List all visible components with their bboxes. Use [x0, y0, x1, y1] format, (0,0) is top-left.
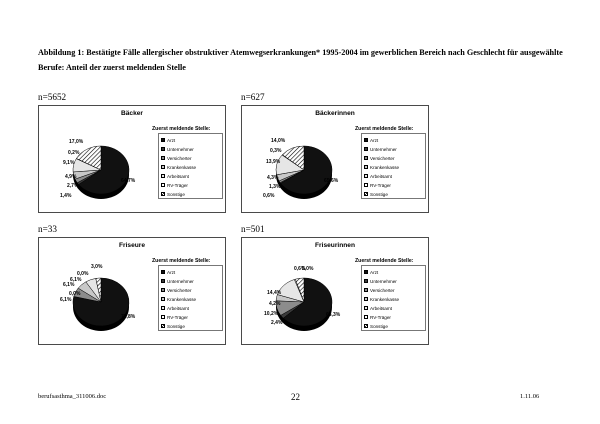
caption-line-1: Abbildung 1: Bestätigte Fälle allergischer obstruktiver Atemwegserkrankungen* 1995-2004 im gewerblichen Bereich nach Geschlecht für ausgewählte	[38, 48, 563, 57]
legend-label: Sonstige	[167, 323, 185, 329]
legend-swatch	[364, 165, 368, 169]
legend-item	[161, 172, 189, 180]
pie-chart-panel	[38, 237, 226, 345]
legend-label: Versicherter	[370, 287, 395, 293]
slice-value-label: 0,3%	[270, 148, 282, 154]
legend-label: Unternehmer	[167, 278, 194, 284]
legend-item	[364, 172, 392, 180]
legend-item	[161, 277, 194, 285]
legend-swatch	[364, 147, 368, 151]
legend-item	[364, 136, 378, 144]
legend-item	[364, 181, 391, 189]
legend-item	[161, 268, 175, 276]
slice-value-label: 2,7%	[67, 183, 79, 189]
caption-line-2: Berufe: Anteil der zuerst meldenden Stelle	[38, 63, 186, 72]
legend-swatch	[161, 279, 165, 283]
legend-item	[364, 286, 395, 294]
slice-value-label: 0,0%	[77, 271, 89, 277]
legend-label: Versicherter	[167, 155, 192, 161]
legend-label: RV-Träger	[370, 182, 391, 188]
sample-size-label: n=33	[38, 224, 57, 234]
legend-item	[364, 304, 392, 312]
legend-item	[364, 322, 388, 330]
legend-label: Arbeitsamt	[167, 305, 189, 311]
legend-swatch	[364, 174, 368, 178]
slice-value-label: 64,7%	[121, 178, 136, 184]
legend-item	[161, 304, 189, 312]
legend-swatch	[161, 315, 165, 319]
legend-item	[364, 163, 399, 171]
slice-value-label: 10,2%	[264, 311, 279, 317]
legend-label: Krankenkasse	[167, 164, 197, 170]
slice-value-label: 3,0%	[91, 264, 103, 270]
legend-label: Unternehmer	[370, 278, 397, 284]
legend-item	[161, 145, 194, 153]
legend-label: Arbeitsamt	[167, 173, 189, 179]
legend-swatch	[161, 183, 165, 187]
legend-item	[161, 181, 188, 189]
legend-item	[161, 136, 175, 144]
legend-label: Sonstige	[370, 323, 388, 329]
legend-swatch	[364, 183, 368, 187]
legend-label: Arbeitsamt	[370, 305, 392, 311]
legend-swatch	[364, 324, 368, 328]
footer-page-number: 22	[291, 392, 300, 402]
slice-value-label: 6,1%	[70, 277, 82, 283]
legend-swatch	[364, 192, 368, 196]
legend-label: Sonstige	[370, 191, 388, 197]
legend-label: RV-Träger	[370, 314, 391, 320]
legend-swatch	[364, 270, 368, 274]
legend-swatch	[161, 174, 165, 178]
legend-label: Arzt	[370, 269, 379, 275]
legend-item	[161, 295, 196, 303]
legend-title: Zuerst meldende Stelle:	[355, 126, 414, 132]
pie-chart-panel	[38, 105, 226, 213]
legend-swatch	[161, 297, 165, 301]
legend-label: Sonstige	[167, 191, 185, 197]
slice-value-label: 4,3%	[267, 175, 279, 181]
chart-title: Friseurinnen	[315, 242, 355, 249]
legend-label: Unternehmer	[167, 146, 194, 152]
slice-value-label: 14,0%	[271, 138, 286, 144]
legend-swatch	[161, 288, 165, 292]
legend-item	[364, 190, 388, 198]
chart-title: Bäcker	[121, 110, 143, 117]
slice-value-label: 17,0%	[69, 139, 84, 145]
slice-value-label: 6,1%	[60, 297, 72, 303]
slice-value-label: 1,3%	[269, 184, 281, 190]
chart-title: Friseure	[118, 242, 146, 249]
legend-item	[364, 268, 378, 276]
footer-date: 1.11.06	[520, 393, 540, 400]
legend-swatch	[364, 297, 368, 301]
slice-value-label: 14,4%	[267, 290, 282, 296]
slice-value-label: 2,4%	[271, 320, 283, 326]
legend-swatch	[364, 306, 368, 310]
legend-swatch	[161, 165, 165, 169]
legend-label: Krankenkasse	[370, 296, 400, 302]
legend-label: Versicherter	[167, 287, 192, 293]
legend-item	[364, 145, 397, 153]
legend-label: Arzt	[167, 137, 176, 143]
slice-value-label: 63,3%	[326, 312, 341, 318]
legend-item	[364, 154, 395, 162]
legend-swatch	[161, 270, 165, 274]
legend-swatch	[161, 306, 165, 310]
legend-title: Zuerst meldende Stelle:	[355, 258, 414, 264]
chart-legend	[158, 265, 223, 331]
legend-item	[364, 277, 397, 285]
slice-value-label: 0,6%	[294, 266, 306, 272]
legend-item	[364, 313, 391, 321]
chart-legend	[361, 265, 426, 331]
legend-swatch	[161, 192, 165, 196]
chart-legend	[361, 133, 426, 199]
slice-value-label: 0,0%	[69, 291, 81, 297]
legend-title: Zuerst meldende Stelle:	[152, 126, 211, 132]
pie-chart-panel	[241, 105, 429, 213]
slice-value-label: 5,0%	[302, 266, 314, 272]
legend-label: RV-Träger	[167, 182, 188, 188]
slice-value-label: 6,1%	[63, 282, 75, 288]
legend-label: Unternehmer	[370, 146, 397, 152]
figure-caption	[38, 45, 578, 75]
legend-swatch	[364, 156, 368, 160]
legend-swatch	[364, 279, 368, 283]
sample-size-label: n=5652	[38, 92, 67, 102]
legend-label: Arzt	[167, 269, 176, 275]
slice-value-label: 1,4%	[60, 193, 72, 199]
legend-item	[161, 154, 192, 162]
legend-label: RV-Träger	[167, 314, 188, 320]
legend-swatch	[364, 288, 368, 292]
legend-swatch	[161, 156, 165, 160]
slice-value-label: 0,6%	[263, 193, 275, 199]
legend-item	[161, 286, 192, 294]
legend-item	[161, 322, 185, 330]
legend-swatch	[161, 324, 165, 328]
slice-value-label: 65,6%	[324, 178, 339, 184]
slice-value-label: 4,2%	[269, 301, 281, 307]
legend-label: Arbeitsamt	[370, 173, 392, 179]
legend-swatch	[364, 138, 368, 142]
footer-filename: berufsasthma_311006.doc	[38, 393, 107, 400]
legend-swatch	[161, 138, 165, 142]
legend-swatch	[364, 315, 368, 319]
legend-label: Krankenkasse	[370, 164, 400, 170]
legend-label: Versicherter	[370, 155, 395, 161]
legend-label: Krankenkasse	[167, 296, 197, 302]
sample-size-label: n=627	[241, 92, 265, 102]
legend-item	[364, 295, 399, 303]
legend-swatch	[161, 147, 165, 151]
chart-title: Bäckerinnen	[315, 110, 355, 117]
legend-item	[161, 313, 188, 321]
slice-value-label: 9,1%	[63, 160, 75, 166]
slice-value-label: 4,9%	[65, 174, 77, 180]
pie-chart-panel	[241, 237, 429, 345]
chart-legend	[158, 133, 223, 199]
legend-item	[161, 163, 196, 171]
slice-value-label: 0,2%	[68, 150, 80, 156]
legend-item	[161, 190, 185, 198]
slice-value-label: 78,8%	[121, 314, 136, 320]
legend-title: Zuerst meldende Stelle:	[152, 258, 211, 264]
sample-size-label: n=501	[241, 224, 265, 234]
slice-value-label: 13,9%	[266, 159, 281, 165]
legend-label: Arzt	[370, 137, 379, 143]
